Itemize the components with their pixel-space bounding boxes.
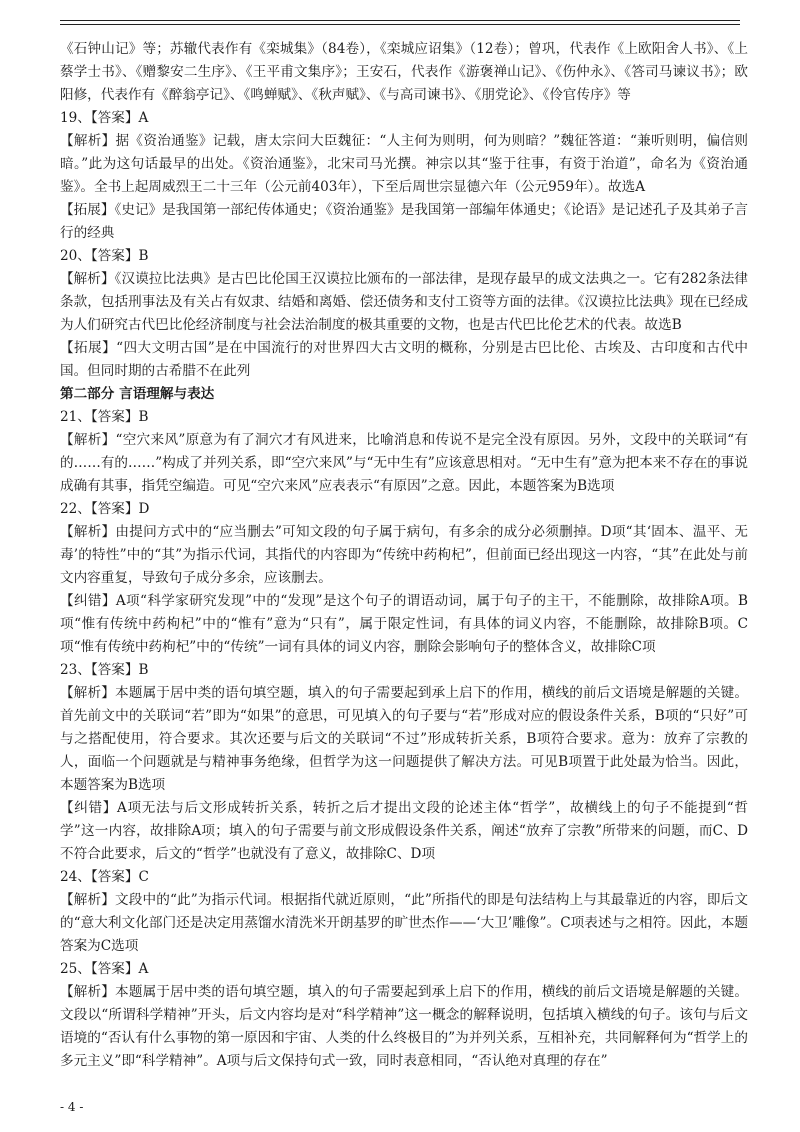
analysis-25: 【解析】本题属于居中类的语句填空题，填入的句子需要起到承上启下的作用，横线的前后文语境是解题的关键。文段以“所谓科学精神”开头，后文内容均是对“科学精神”这一概念的解释说明，包括填入横线的句子。该句与后文语境的“否认有什么事物的第一原因和宇宙、人类的什么终极目的”为并列关系，互相补充，共同解释何为“哲学上的多元主义”即“科学精神”。A项与后文保持句式一致，同时表意相同，“否认绝对真理的存在”: [60, 984, 748, 1069]
extension-19: 【拓展】《史记》是我国第一部纪传体通史；《资治通鉴》是我国第一部编年体通史；《论语》是记述孔子及其弟子言行的经典: [60, 202, 748, 241]
header-rule-thin: [60, 24, 740, 25]
header-rule: [60, 20, 740, 21]
analysis-23: 【解析】本题属于居中类的语句填空题，填入的句子需要起到承上启下的作用，横线的前后文语境是解题的关键。首先前文中的关联词“若”即为“如果”的意思，可见填入的句子要与“若”形成对应的假设条件关系，B项的“只好”可与之搭配使用，符合要求。其次还要与后文的关联词“不过”形成转折关系，B项符合要求。意为：放弃了宗教的人，面临一个问题就是与精神事务绝缘，但哲学为这一问题提供了解决方法。可见B项置于此处最为恰当。因此，本题答案为B选项: [60, 685, 748, 793]
analysis-22: 【解析】由提问方式中的“应当删去”可知文段的句子属于病句，有多余的成分必须删掉。D项“其‘固本、温平、无毒’的特性”中的“其”为指示代词，其指代的内容即为“传统中药枸杞”，但前面已经出现这一内容，“其”在此处与前文内容重复，导致句子成分多余，应该删去。: [60, 524, 748, 586]
correction-22: 【纠错】A项“科学家研究发现”中的“发现”是这个句子的谓语动词，属于句子的主干，不能删除，故排除A项。B项“惟有传统中药枸杞”中的“惟有”意为“只有”，属于限定性词，有具体的词义内容，不能删除，故排除B项。C项“惟有传统中药枸杞”中的“传统”一词有具体的词义内容，删除会影响句子的整体含义，故排除C项: [60, 593, 748, 655]
analysis-21: 【解析】“空穴来风”原意为有了洞穴才有风进来，比喻消息和传说不是完全没有原因。另外，文段中的关联词“有的……有的……”构成了并列关系，即“空穴来风”与“无中生有”应该意思相对。“无中生有”意为把本来不存在的事说成确有其事，指凭空编造。可见“空穴来风”应表表示“有原因”之意。因此，本题答案为B选项: [60, 432, 748, 494]
correction-23: 【纠错】A项无法与后文形成转折关系，转折之后才提出文段的论述主体“哲学”，故横线上的句子不能提到“哲学”这一内容，故排除A项；填入的句子需要与前文形成假设条件关系，阐述“放弃了宗教”所带来的问题，而C、D不符合此要求，后文的“哲学”也就没有了意义，故排除C、D项: [60, 800, 748, 862]
extension-20: 【拓展】“四大文明古国”是在中国流行的对世界四大古文明的概称，分别是古巴比伦、古埃及、古印度和古代中国。但同时期的古希腊不在此列: [60, 340, 748, 379]
analysis-20: 【解析】《汉谟拉比法典》是古巴比伦国王汉谟拉比颁布的一部法律，是现存最早的成文法典之一。它有282条法律条款，包括刑事法及有关占有奴隶、结婚和离婚、偿还债务和支付工资等方面的法律。《汉谟拉比法典》现在已经成为人们研究古代巴比伦经济制度与社会法治制度的极其重要的文物，也是古代巴比伦艺术的代表。故选B: [60, 271, 748, 333]
page-number: - 4 -: [60, 1100, 84, 1114]
answer-item-25: 25、【答案】A: [60, 961, 149, 977]
document-body: [60, 38, 748, 1073]
section-heading: 第二部分 言语理解与表达: [60, 386, 215, 402]
answer-item-23: 23、【答案】B: [60, 662, 149, 678]
paragraph: 《石钟山记》等；苏辙代表作有《栾城集》（84卷），《栾城应诏集》（12卷）；曾巩，代表作《上欧阳舍人书》、《上蔡学士书》、《赠黎安二生序》、《王平甫文集序》；王安石，代表作《游褒禅山记》、《伤仲永》、《答司马谏议书》；欧阳修，代表作有《醉翁亭记》、《鸣蝉赋》、《秋声赋》、《与高司谏书》、《朋党论》、《伶官传序》等: [60, 41, 748, 103]
answer-item-19: 19、【答案】A: [60, 110, 149, 126]
answer-item-24: 24、【答案】C: [60, 869, 149, 885]
answer-item-20: 20、【答案】B: [60, 248, 149, 264]
analysis-19: 【解析】据《资治通鉴》记载，唐太宗问大臣魏征：“人主何为则明，何为则暗？”魏征答道：“兼听则明，偏信则暗。”此为这句话最早的出处。《资治通鉴》，北宋司马光撰。神宗以其“鉴于往事，有资于治道”，命名为《资治通鉴》。全书上起周威烈王二十三年（公元前403年），下至后周世宗显德六年（公元959年）。故选A: [60, 133, 748, 195]
analysis-24: 【解析】文段中的“此”为指示代词。根据指代就近原则，“此”所指代的即是句法结构上与其最靠近的内容，即后文的“意大利文化部门还是决定用蒸馏水清洗米开朗基罗的旷世杰作——‘大卫’雕像”。C项表述与之相符。因此，本题答案为C选项: [60, 892, 748, 954]
answer-item-21: 21、【答案】B: [60, 409, 149, 425]
answer-item-22: 22、【答案】D: [60, 501, 150, 517]
